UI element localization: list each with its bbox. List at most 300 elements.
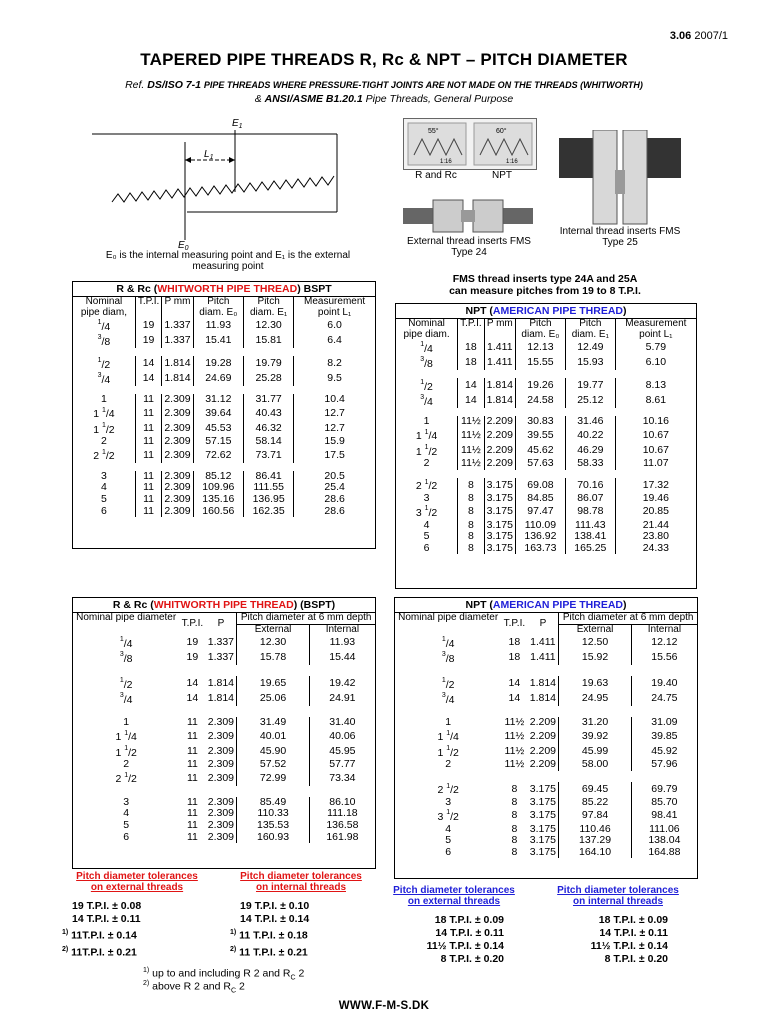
table-cell: 8.2 (294, 356, 375, 371)
table-cell: 2.309 (207, 744, 235, 757)
table-cell: 2.309 (162, 506, 193, 518)
nominal-size-cell: 2 $^1$/2 (415, 478, 438, 493)
table-cell: 110.09 (515, 520, 565, 532)
table-row (395, 797, 697, 809)
table-cell: 39.64 (193, 406, 243, 421)
nominal-size-cell: 4 (123, 807, 130, 820)
table-cell: 2.309 (162, 494, 193, 506)
table-cell: 6.4 (294, 333, 375, 348)
table-cell: 136.92 (515, 531, 565, 543)
table-cell: 85.12 (193, 471, 243, 483)
table-cell: 11 (135, 406, 162, 421)
nominal-size-cell: 3 $^1$/2 (437, 809, 459, 823)
table-cell: 14 (508, 676, 521, 689)
bspt-external-tolerances: Pitch diameter tolerances on external threads 19 T.P.I. ± 0.08 14 T.P.I. ± 0.11 $^{1)}$ 11T.P.I. ± 0.14 $^{2)}$ 11T.P.I. ± 0.21 (62, 871, 212, 959)
table-row (396, 458, 696, 470)
nominal-size-cell: 4 (100, 481, 107, 494)
table-cell: 12.7 (294, 421, 375, 436)
nominal-size-cell: 3 (123, 795, 130, 808)
table-row (396, 340, 696, 355)
nominal-size-cell: 2 (423, 457, 430, 470)
nominal-size-cell: $^1$/2 (420, 379, 433, 393)
table-cell: 8 (511, 845, 518, 858)
table-cell: 31.40 (309, 717, 375, 729)
table-cell: 3.175 (484, 478, 515, 493)
tolerance-line: $^{2)}$ 11 T.P.I. ± 0.21 (230, 945, 308, 958)
table-cell: 1.814 (207, 692, 235, 705)
table-cell: 2.209 (484, 428, 515, 443)
table-cell: 1.814 (529, 692, 557, 705)
fms-insert-note: FMS thread inserts type 24A and 25A can measure pitches from 19 to 8 T.P.I. (449, 273, 641, 297)
table-cell: 11 (135, 471, 162, 483)
table-cell: 110.33 (237, 808, 309, 820)
column-header: Nominal pipe diameter (398, 612, 499, 623)
table-cell: 8 (511, 834, 518, 847)
table-row (395, 691, 697, 706)
table-cell: 19.28 (193, 356, 243, 371)
table-cell: 2.309 (162, 394, 193, 406)
tolerance-line: $^{1)}$ 11 T.P.I. ± 0.18 (230, 929, 308, 942)
table-row (73, 691, 375, 706)
table-cell: 21.44 (615, 520, 696, 532)
tolerance-line: 11½ T.P.I. ± 0.14 (590, 940, 668, 952)
table-cell: 2.209 (484, 416, 515, 428)
table-cell: 1.411 (484, 355, 515, 370)
table-cell: 10.67 (615, 428, 696, 443)
nominal-size-cell: 5 (100, 493, 107, 506)
svg-text:60°: 60° (496, 128, 507, 135)
internal-insert-image (555, 130, 685, 226)
table-cell: 24.75 (631, 691, 697, 706)
table-cell: 10.67 (615, 443, 696, 458)
table-row (396, 355, 696, 370)
table-cell: 2.209 (529, 729, 557, 742)
table-cell: 98.41 (631, 808, 697, 823)
table-cell: 19 (135, 333, 162, 348)
table-cell: 12.30 (237, 635, 309, 650)
table-cell: 39.55 (515, 428, 565, 443)
nominal-size-cell: 1 $^1$/2 (93, 422, 115, 436)
table-row (396, 543, 696, 555)
table-cell: 2.209 (484, 443, 515, 458)
table-cell: 25.4 (294, 482, 375, 494)
table-cell: 1.411 (530, 650, 556, 663)
nominal-size-cell: 2 $^1$/2 (93, 448, 115, 463)
table-cell: 20.5 (294, 471, 375, 483)
table-cell: 3.175 (529, 782, 557, 795)
external-insert-caption: External thread inserts FMS Type 24 (407, 236, 531, 258)
nominal-size-cell: 6 (423, 541, 430, 554)
table-cell: 39.85 (631, 729, 697, 744)
nominal-size-cell: 3 $^1$/2 (415, 505, 438, 519)
tolerance-line: 18 T.P.I. ± 0.09 (434, 914, 504, 926)
table-cell: 30.83 (515, 416, 565, 428)
table-cell: 135.53 (237, 820, 309, 832)
table-cell: 2.309 (207, 830, 235, 843)
table-row (395, 729, 697, 744)
table-cell: 23.80 (615, 531, 696, 543)
table-title: NPT (AMERICAN PIPE THREAD) (395, 598, 697, 613)
table-cell: 110.46 (559, 824, 631, 836)
table-npt-pitch-diameter (395, 303, 697, 589)
table-cell: 111.43 (565, 520, 615, 532)
table-cell: 137.29 (559, 835, 631, 847)
table-row (73, 356, 375, 371)
table-cell: 19 (135, 318, 162, 333)
table-cell: 72.62 (193, 448, 243, 463)
table-cell: 162.35 (244, 506, 294, 518)
column-header: Internal (309, 624, 375, 635)
table-row (73, 371, 375, 386)
table-cell: 18 (458, 340, 485, 355)
table-cell: 45.95 (309, 744, 375, 759)
table-cell: 19 (186, 650, 199, 663)
table-cell: 15.55 (515, 355, 565, 370)
table-title: NPT (AMERICAN PIPE THREAD) (396, 304, 696, 319)
table-row (396, 393, 696, 408)
page-title: TAPERED PIPE THREADS R, Rc & NPT – PITCH DIAMETER (140, 50, 628, 69)
table-cell: 9.5 (294, 371, 375, 386)
table-cell: 136.58 (309, 820, 375, 832)
table-cell: 86.41 (244, 471, 294, 483)
table-cell: 14 (186, 692, 199, 705)
table-row (73, 771, 375, 786)
table-cell: 1.814 (162, 371, 193, 386)
bspt-internal-tolerances: Pitch diameter tolerances on internal threads 19 T.P.I. ± 0.10 14 T.P.I. ± 0.14 $^{1)}$ 11 T.P.I. ± 0.18 $^{2)}$ 11 T.P.I. ± 0.21 (226, 871, 376, 959)
table-cell: 15.78 (237, 650, 309, 665)
table-cell: 24.33 (615, 543, 696, 555)
table-cell: 11 (135, 394, 162, 406)
table-cell: 70.16 (565, 478, 615, 493)
nominal-size-cell: 2 $^1$/2 (115, 771, 137, 786)
table-cell: 8 (458, 543, 485, 555)
table-cell: 11½ (504, 744, 525, 757)
table-row (395, 782, 697, 797)
table-cell: 1.411 (484, 340, 515, 355)
table-cell: 2.309 (207, 819, 235, 832)
table-cell: 45.62 (515, 443, 565, 458)
table-cell: 2.309 (162, 482, 193, 494)
table-cell: 11 (135, 448, 162, 463)
table-cell: 15.41 (193, 333, 243, 348)
table-row (396, 428, 696, 443)
table-cell: 15.93 (565, 355, 615, 370)
table-cell: 12.49 (565, 340, 615, 355)
table-cell: 45.92 (631, 744, 697, 759)
table-cell: 2.309 (162, 436, 193, 448)
table-cell: 31.77 (244, 394, 294, 406)
nominal-size-cell: $^3$/4 (420, 394, 433, 408)
table-row (395, 759, 697, 771)
npt-6mm-data-table (395, 613, 697, 858)
diagram-label-e0: $E_0$ (178, 240, 189, 252)
table-cell: 160.93 (237, 832, 309, 844)
footnote-2: $^{2)}$ above R 2 and $R_C$ 2 (143, 980, 245, 995)
table-cell: 111.55 (244, 482, 294, 494)
table-row (73, 676, 375, 691)
table-row (73, 494, 375, 506)
column-header: P mm (162, 297, 193, 318)
table-cell: 57.77 (309, 759, 375, 771)
table-row (73, 729, 375, 744)
table-cell: 8 (511, 822, 518, 835)
nominal-size-cell: 1 $^1$/2 (115, 745, 137, 759)
table-cell: 24.58 (515, 393, 565, 408)
nominal-size-cell: 1 (123, 716, 130, 729)
table-row (396, 478, 696, 493)
column-header: Nominal pipe diameter (76, 612, 177, 623)
table-cell: 11½ (458, 458, 485, 470)
table-cell: 2.209 (529, 758, 557, 771)
tolerance-line: 8 T.P.I. ± 0.20 (604, 953, 668, 965)
table-cell: 11 (135, 506, 162, 518)
table-cell: 11½ (458, 416, 485, 428)
table-bspt-6mm-depth (72, 597, 376, 869)
column-header: Measurement point L₁ (615, 319, 696, 340)
nominal-size-cell: $^1$/2 (441, 677, 455, 691)
nominal-size-cell: 1 $^1$/4 (115, 729, 137, 744)
table-cell: 31.46 (565, 416, 615, 428)
table-row (395, 744, 697, 759)
table-cell: 1.814 (484, 393, 515, 408)
table-cell: 57.63 (515, 458, 565, 470)
table-cell: 8.13 (615, 378, 696, 393)
table-cell: 46.29 (565, 443, 615, 458)
nominal-size-cell: 1 $^1$/4 (437, 729, 459, 744)
column-header: Pitch diam. E₀ (193, 297, 243, 318)
nominal-size-cell: 1 (100, 393, 107, 406)
nominal-size-cell: 6 (123, 830, 130, 843)
nominal-size-cell: 3 (100, 469, 107, 482)
table-cell: 2.309 (207, 729, 235, 742)
nominal-size-cell: 5 (445, 834, 452, 847)
column-header: External (237, 624, 309, 635)
table-cell: 3.175 (484, 520, 515, 532)
nominal-size-cell: 3 (445, 795, 452, 808)
table-cell: 15.9 (294, 436, 375, 448)
table-cell: 8 (511, 795, 518, 808)
table-cell: 1.814 (207, 676, 235, 689)
column-header: External (559, 624, 631, 635)
table-cell: 17.32 (615, 478, 696, 493)
table-row (395, 676, 697, 691)
table-cell: 86.07 (565, 493, 615, 505)
npt-data-table (396, 319, 696, 554)
reference-iso: Ref. DS/ISO 7-1 PIPE THREADS WHERE PRESSURE-TIGHT JOINTS ARE NOT MADE ON THE THREADS (WHITWORTH) (125, 79, 643, 91)
table-cell: 25.12 (565, 393, 615, 408)
table-cell: 3.175 (484, 493, 515, 505)
nominal-size-cell: 1 (445, 716, 452, 729)
table-cell: 15.56 (631, 650, 697, 665)
table-cell: 24.91 (309, 691, 375, 706)
bspt-data-table (73, 297, 375, 517)
column-header: Nominal pipe diam. (403, 318, 450, 340)
tolerance-line: 14 T.P.I. ± 0.11 (72, 913, 141, 925)
table-cell: 10.4 (294, 394, 375, 406)
table-row (396, 443, 696, 458)
table-cell: 11 (186, 819, 198, 832)
table-row (73, 421, 375, 436)
table-row (73, 744, 375, 759)
table-cell: 40.43 (244, 406, 294, 421)
nominal-size-cell: $^1$/4 (441, 636, 455, 650)
table-cell: 8 (458, 520, 485, 532)
column-header: T.P.I. (135, 297, 162, 318)
table-cell: 3.175 (529, 845, 557, 858)
table-cell: 19.79 (244, 356, 294, 371)
table-cell: 14 (508, 692, 521, 705)
table-cell: 18 (508, 650, 521, 663)
table-cell: 17.5 (294, 448, 375, 463)
table-cell: 3.175 (529, 795, 557, 808)
nominal-size-cell: 2 (100, 435, 107, 448)
nominal-size-cell: 5 (123, 819, 130, 832)
table-row (395, 650, 697, 665)
table-cell: 40.22 (565, 428, 615, 443)
internal-insert-caption: Internal thread inserts FMS Type 25 (559, 226, 681, 248)
nominal-size-cell: 3 (423, 491, 430, 504)
footnote-1: $^{1)}$ up to and including R 2 and $R_C$ 2 (143, 967, 305, 982)
table-cell: 45.53 (193, 421, 243, 436)
table-cell: 1.337 (207, 650, 235, 663)
nominal-size-cell: $^3$/4 (97, 372, 111, 386)
column-header: Pitch diam. E₁ (244, 297, 294, 318)
table-cell: 2.209 (529, 744, 557, 757)
table-cell: 164.88 (631, 847, 697, 859)
table-cell: 12.50 (559, 635, 631, 650)
table-cell: 11 (135, 494, 162, 506)
table-cell: 1.337 (162, 333, 193, 348)
table-cell: 135.16 (193, 494, 243, 506)
table-cell: 3.175 (529, 834, 557, 847)
table-cell: 160.56 (193, 506, 243, 518)
table-row (396, 416, 696, 428)
diagram-caption: E₀ is the internal measuring point and E₁ is the external measuring point (105, 250, 351, 272)
table-cell: 11 (186, 795, 198, 808)
table-cell: 24.69 (193, 371, 243, 386)
tolerance-line: 14 T.P.I. ± 0.14 (240, 913, 310, 925)
table-cell: 19.63 (559, 676, 631, 691)
column-header: T.P.I. (503, 617, 526, 629)
table-cell: 69.08 (515, 478, 565, 493)
table-cell: 98.78 (565, 504, 615, 519)
table-row (396, 504, 696, 519)
nominal-size-cell: 4 (423, 518, 430, 531)
diagram-label-l1: $L_1$ (204, 149, 214, 161)
nominal-size-cell: 6 (100, 504, 107, 517)
table-cell: 31.12 (193, 394, 243, 406)
table-cell: 3.175 (529, 822, 557, 835)
table-cell: 73.71 (244, 448, 294, 463)
table-cell: 69.79 (631, 782, 697, 797)
tolerance-line: 11½ T.P.I. ± 0.14 (426, 940, 504, 952)
table-cell: 12.7 (294, 406, 375, 421)
nominal-size-cell: 6 (445, 845, 452, 858)
table-cell: 11 (186, 771, 198, 784)
nominal-size-cell: $^1$/4 (119, 636, 133, 650)
table-row (395, 847, 697, 859)
table-cell: 11 (135, 421, 162, 436)
table-cell: 11½ (504, 729, 525, 742)
table-row (73, 717, 375, 729)
table-row (73, 635, 375, 650)
table-row (395, 717, 697, 729)
footer-url: WWW.F-M-S.DK (338, 1000, 430, 1012)
table-cell: 11 (186, 758, 198, 771)
table-cell: 12.12 (631, 635, 697, 650)
table-cell: 2.309 (207, 795, 235, 808)
column-header: P (539, 617, 547, 629)
table-cell: 11½ (504, 758, 525, 771)
tolerance-line: 14 T.P.I. ± 0.11 (435, 927, 504, 939)
table-row (395, 808, 697, 823)
nominal-size-cell: $^3$/8 (97, 334, 111, 348)
table-cell: 5.79 (615, 340, 696, 355)
nominal-size-cell: 2 (445, 758, 452, 771)
table-cell: 2.309 (162, 421, 193, 436)
table-cell: 2.309 (207, 758, 235, 771)
nominal-size-cell: 1 $^1$/2 (415, 444, 438, 458)
table-title: R & Rc (WHITWORTH PIPE THREAD) BSPT (73, 282, 375, 297)
table-cell: 3.175 (484, 504, 515, 519)
table-cell: 97.84 (559, 808, 631, 823)
table-cell: 45.99 (559, 744, 631, 759)
table-cell: 1.337 (207, 635, 235, 648)
table-cell: 19.46 (615, 493, 696, 505)
table-title: R & Rc (WHITWORTH PIPE THREAD) (BSPT) (73, 598, 375, 613)
table-cell: 25.28 (244, 371, 294, 386)
nominal-size-cell: 1 $^1$/4 (93, 406, 115, 421)
table-cell: 24.95 (559, 691, 631, 706)
svg-text:1:16: 1:16 (440, 159, 452, 165)
table-row (73, 394, 375, 406)
nominal-size-cell: $^1$/2 (97, 357, 111, 371)
table-cell: 11½ (458, 428, 485, 443)
table-cell: 19 (186, 635, 199, 648)
table-cell: 11.93 (309, 635, 375, 650)
external-insert-image (403, 196, 533, 236)
table-cell: 28.6 (294, 506, 375, 518)
table-cell: 11½ (504, 716, 525, 729)
table-cell: 2.309 (207, 807, 235, 820)
table-cell: 46.32 (244, 421, 294, 436)
table-cell: 57.96 (631, 759, 697, 771)
table-cell: 84.85 (515, 493, 565, 505)
table-cell: 19.65 (237, 676, 309, 691)
table-cell: 85.22 (559, 797, 631, 809)
table-cell: 14 (458, 378, 485, 393)
column-header: Pitch diam. E₁ (565, 319, 615, 340)
table-row (73, 820, 375, 832)
column-header: P mm (484, 319, 515, 340)
table-cell: 6.0 (294, 318, 375, 333)
table-row (73, 832, 375, 844)
nominal-size-cell: $^3$/4 (441, 692, 455, 706)
table-cell: 15.44 (309, 650, 375, 665)
table-cell: 11 (135, 482, 162, 494)
nominal-size-cell: $^1$/2 (119, 677, 133, 691)
table-cell: 15.81 (244, 333, 294, 348)
nominal-size-cell: 1 $^1$/4 (415, 428, 438, 443)
table-cell: 1.814 (529, 676, 557, 689)
table-cell: 40.06 (309, 729, 375, 744)
table-cell: 31.49 (237, 717, 309, 729)
table-row (73, 506, 375, 518)
table-cell: 31.09 (631, 717, 697, 729)
table-cell: 14 (135, 371, 162, 386)
table-cell: 58.33 (565, 458, 615, 470)
table-cell: 3.175 (484, 543, 515, 555)
